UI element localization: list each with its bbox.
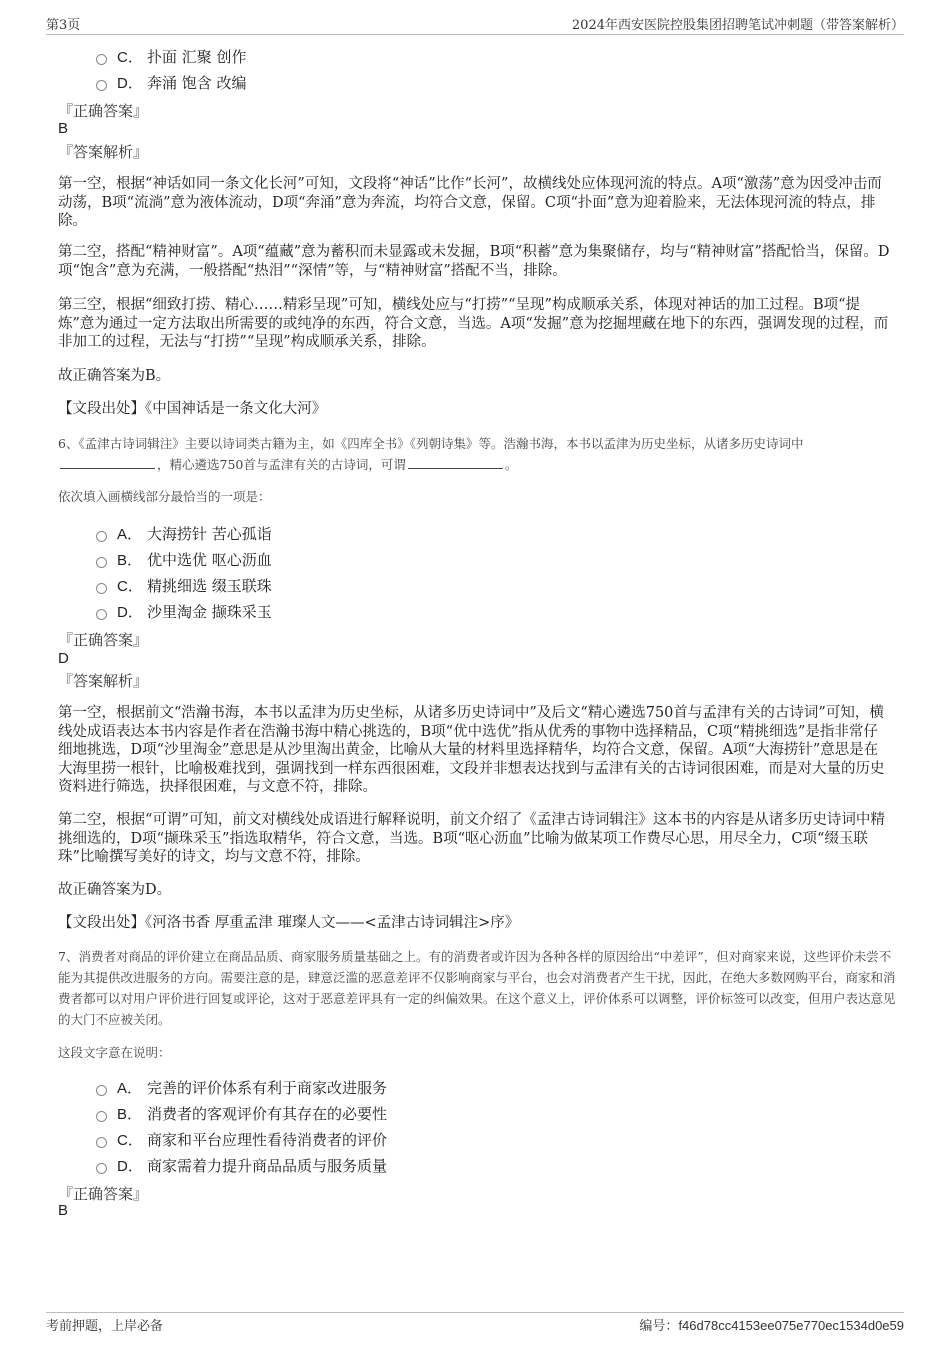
radio-icon[interactable]: [96, 54, 107, 65]
document-code: 编号：f46d78cc4153ee075e770ec1534d0e59: [639, 1318, 904, 1334]
radio-icon[interactable]: [96, 557, 107, 568]
q6-stem: 6、《孟津古诗词辑注》主要以诗词类古籍为主，如《四库全书》《列朝诗集》等。浩瀚书海，本书以孟津为历史坐标，从诸多历史诗词中 ，精心遴选750首与孟津有关的古诗词，可谓 。: [58, 436, 804, 472]
q6-analysis-label: 『答案解析』: [58, 672, 149, 690]
q7-prompt: 这段文字意在说明：: [58, 1045, 171, 1060]
radio-icon[interactable]: [96, 609, 107, 620]
q5-option-d[interactable]: D． 奔涌 饱含 改编: [96, 72, 247, 94]
q6-conclusion: 故正确答案为D。: [58, 882, 172, 898]
radio-icon[interactable]: [96, 583, 107, 594]
q6-analysis-1: 第一空，根据前文“浩瀚书海，本书以孟津为历史坐标，从诸多历史诗词中”及后文“精心遴选750首与孟津有关的古诗词”可知，横线处成语表达本书内容是作者在浩瀚书海中精心挑选的，B项“优中选优”指从优秀的事物中选择精品，C项“精挑细选”是指非常仔细地挑选，D项“沙里淘金”意思是从沙里淘出黄金，比喻从大量的材料里选择精华，均符合文意，保留。A项“大海捞针”意思是在大海里捞一根针，比喻极难找到，强调找到一样东西很困难，文段并非想表达找到与孟津有关的古诗词很困难，而是对大量的历史资料进行筛选，抉择很困难，与文意不符，排除。: [58, 705, 885, 795]
page-footer: [46, 1312, 904, 1335]
q5-source: 【文段出处】《中国神话是一条文化大河》: [58, 401, 327, 417]
q7-answer: B: [58, 1202, 69, 1219]
q7-option-b[interactable]: B． 消费者的客观评价有其存在的必要性: [96, 1103, 387, 1125]
q5-analysis-2: 第二空，搭配“精神财富”。A项“蕴藏”意为蓄积而未显露或未发掘，B项“积蓄”意为集聚储存，均与“精神财富”搭配恰当，保留。D项“饱含”意为充满，一般搭配“热泪”“深情”等，与“精神财富”搭配不当，排除。: [58, 244, 890, 279]
q7-option-d[interactable]: D． 商家需着力提升商品品质与服务质量: [96, 1155, 387, 1177]
q5-conclusion: 故正确答案为B。: [58, 368, 171, 384]
document-title: 2024年西安医院控股集团招聘笔试冲刺题（带答案解析）: [571, 18, 904, 33]
blank-1: [60, 456, 155, 469]
q6-analysis-2: 第二空，根据“可谓”可知，前文对横线处成语进行解释说明，前文介绍了《孟津古诗词辑注》这本书的内容是从诸多历史诗词中精挑细选的，D项“撷珠采玉”指选取精华，符合文意，当选。B项“呕心沥血”比喻为做某项工作费尽心思，用尽全力，C项“缀玉联珠”比喻撰写美好的诗文，均与文意不符，排除。: [58, 812, 885, 865]
radio-icon[interactable]: [96, 1111, 107, 1122]
q5-answer: B: [58, 120, 69, 137]
radio-icon[interactable]: [96, 1085, 107, 1096]
page-header: [46, 14, 904, 35]
q5-analysis-3: 第三空，根据“细致打捞、精心……精彩呈现”可知，横线处应与“打捞”“呈现”构成顺承关系，体现对神话的加工过程。B项“提炼”意为通过一定方法取出所需要的或纯净的东西，符合文意，当选。A项“发掘”意为挖掘埋藏在地下的东西，强调发现的过程，而非加工的过程，无法与“打捞”“呈现”构成顺承关系，排除。: [58, 297, 889, 350]
q6-option-a[interactable]: A． 大海捞针 苦心孤诣: [96, 523, 272, 545]
q6-prompt: 依次填入画横线部分最恰当的一项是：: [58, 489, 271, 504]
radio-icon[interactable]: [96, 80, 107, 91]
q5-analysis-label: 『答案解析』: [58, 143, 149, 161]
q7-option-c[interactable]: C． 商家和平台应理性看待消费者的评价: [96, 1129, 387, 1151]
q7-stem: 7、消费者对商品的评价建立在商品品质、商家服务质量基础之上。有的消费者或许因为各种各样的原因给出“中差评”，但对商家来说，这些评价未尝不能为其提供改进服务的方向。需要注意的是，肆意泛滥的恶意差评不仅影响商家与平台，也会对消费者产生干扰，因此，在绝大多数网购平台，商家和消费者都可以对用户评价进行回复或评论，这对于恶意差评具有一定的纠偏效果。在这个意义上，评价体系可以调整，评价标签可以改变，但用户表达意见的大门不应被关闭。: [58, 949, 896, 1027]
q6-answer-label: 『正确答案』: [58, 631, 149, 649]
q5-option-c[interactable]: C． 扑面 汇聚 创作: [96, 46, 247, 68]
footer-slogan: 考前押题，上岸必备: [46, 1319, 164, 1334]
radio-icon[interactable]: [96, 531, 107, 542]
blank-2: [408, 456, 503, 469]
radio-icon[interactable]: [96, 1137, 107, 1148]
q6-source: 【文段出处】《河洛书香 厚重孟津 璀璨人文——<孟津古诗词辑注>序》: [58, 915, 520, 931]
q6-option-b[interactable]: B． 优中选优 呕心沥血: [96, 549, 272, 571]
q7-answer-label: 『正确答案』: [58, 1185, 149, 1203]
q5-answer-label: 『正确答案』: [58, 102, 149, 120]
q6-option-c[interactable]: C． 精挑细选 缀玉联珠: [96, 575, 272, 597]
radio-icon[interactable]: [96, 1163, 107, 1174]
q7-option-a[interactable]: A． 完善的评价体系有利于商家改进服务: [96, 1077, 387, 1099]
page-number: 第3页: [46, 18, 81, 33]
q6-answer: D: [58, 650, 69, 667]
q5-analysis-1: 第一空，根据“神话如同一条文化长河”可知，文段将“神话”比作“长河”，故横线处应体现河流的特点。A项“激荡”意为因受冲击而动荡，B项“流淌”意为液体流动，D项“奔涌”意为奔流，均符合文意，保留。C项“扑面”意为迎着脸来，无法体现河流的特点，排除。: [58, 176, 882, 229]
q6-option-d[interactable]: D． 沙里淘金 撷珠采玉: [96, 601, 272, 623]
